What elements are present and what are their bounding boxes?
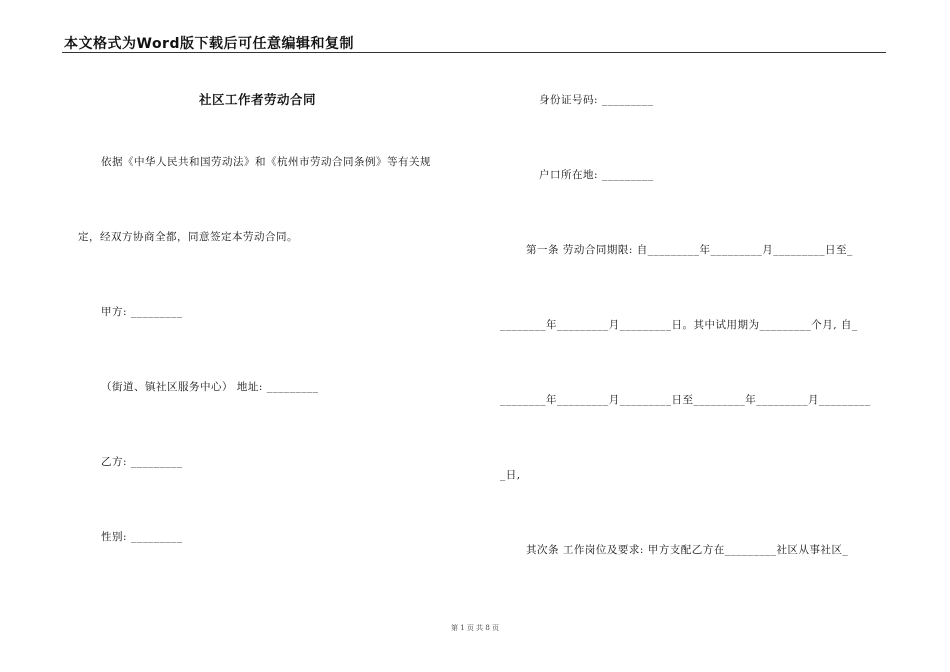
document-header: 本文格式为Word版下载后可任意编辑和复制 bbox=[64, 36, 354, 52]
article-1-line-3: ________年_________月_________日至_________年_________月_________ bbox=[500, 394, 871, 406]
party-b-field: 乙方: _________ bbox=[101, 456, 183, 468]
article-2-line-1: 其次条 工作岗位及要求: 甲方支配乙方在_________社区从事社区_ bbox=[526, 544, 849, 556]
page-number: 第 1 页 共 8 页 bbox=[450, 624, 500, 632]
preamble-line-1: 依据《中华人民共和国劳动法》和《杭州市劳动合同条例》等有关规 bbox=[101, 156, 431, 168]
id-number-field: 身份证号码: _________ bbox=[539, 94, 654, 106]
header-divider bbox=[62, 52, 886, 53]
party-a-field: 甲方: _________ bbox=[101, 306, 183, 318]
gender-field: 性别: _________ bbox=[101, 531, 183, 543]
contract-title: 社区工作者劳动合同 bbox=[199, 92, 317, 107]
party-a-address-field: （街道、镇社区服务中心） 地址: _________ bbox=[101, 381, 319, 393]
article-1-line-1: 第一条 劳动合同期限: 自_________年_________月_________日至_ bbox=[526, 244, 853, 256]
residence-field: 户口所在地: _________ bbox=[539, 169, 654, 181]
article-1-line-2: ________年_________月_________日。其中试用期为_________个月, 自_ bbox=[500, 319, 858, 331]
preamble-line-2: 定，经双方协商全都，同意签定本劳动合同。 bbox=[78, 231, 298, 243]
article-1-line-4: _日, bbox=[500, 469, 521, 481]
